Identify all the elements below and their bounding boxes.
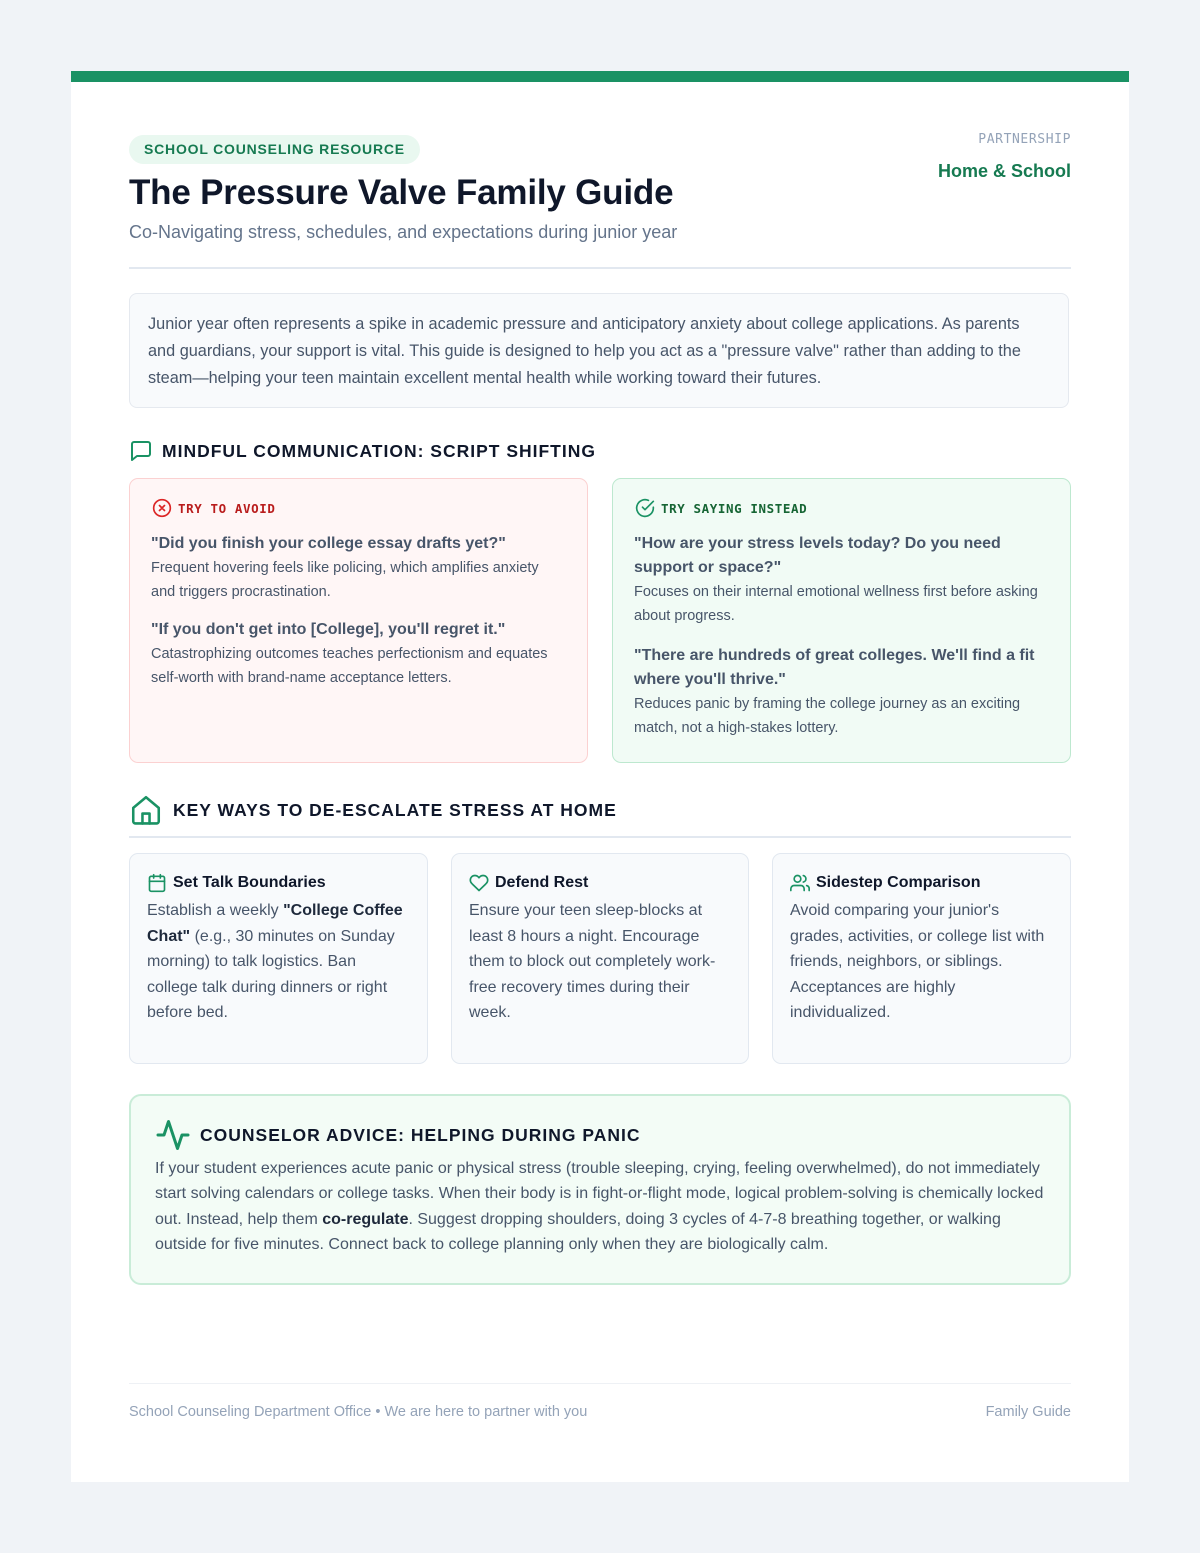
instead-item	[634, 644, 1044, 740]
instead-quote: "How are your stress levels today? Do you need support or space?"	[634, 535, 1001, 576]
tip-title: Defend Rest	[495, 874, 589, 891]
instead-label-text: TRY SAYING INSTEAD	[661, 500, 808, 516]
avoid-quote: "Did you finish your college essay drafts yet?"	[151, 535, 506, 552]
instead-description: Reduces panic by framing the college journey as an exciting match, not a high-stakes lottery.	[634, 696, 1021, 736]
instead-quote: "There are hundreds of great colleges. We'll find a fit where you'll thrive."	[634, 647, 1035, 688]
tip-card	[772, 853, 1071, 1064]
page-title: The Pressure Valve Family Guide	[129, 173, 674, 212]
tip-card	[129, 853, 428, 1064]
activity-pulse-icon	[155, 1117, 191, 1153]
avoid-quote: "If you don't get into [College], you'll regret it."	[151, 621, 506, 638]
tip-card	[451, 853, 749, 1064]
tip-body: Establish a weekly "College Coffee Chat" (e.g., 30 minutes on Sunday morning) to talk logistics. Ban college talk during dinners or right before bed.	[147, 902, 403, 1021]
instead-label	[635, 498, 807, 518]
deescalate-heading	[129, 793, 617, 827]
avoid-card	[129, 478, 588, 763]
tip-header	[147, 872, 410, 894]
tip-header	[790, 872, 1053, 894]
deescalate-heading-text: KEY WAYS TO DE-ESCALATE STRESS AT HOME	[173, 799, 617, 820]
avoid-label	[152, 498, 276, 518]
avoid-label-text: TRY TO AVOID	[178, 500, 276, 516]
instead-description: Focuses on their internal emotional wellness first before asking about progress.	[634, 584, 1038, 624]
section-divider	[129, 836, 1071, 838]
advice-body: If your student experiences acute panic or physical stress (trouble sleeping, crying, feeling overwhelmed), do not immediately start solving calendars or college tasks. When their body is in fight-or-flight mode, logical problem-solving is chemically locked out. Instead, help them co-regulate. Suggest dropping shoulders, doing 3 cycles of 4-7-8 breathing together, or walking outside for five minutes. Connect back to college planning only when they are biologically calm.	[155, 1160, 1044, 1253]
tip-body: Avoid comparing your junior's grades, activities, or college list with friends, neighbors, or siblings. Acceptances are highly individualized.	[790, 902, 1045, 1021]
chat-bubble-icon	[129, 439, 153, 463]
footer-label: Family Guide	[985, 1404, 1071, 1420]
users-icon	[790, 873, 810, 893]
guide-page	[71, 71, 1129, 1482]
communication-heading-text: MINDFUL COMMUNICATION: SCRIPT SHIFTING	[162, 440, 596, 461]
check-circle-icon	[635, 498, 655, 518]
intro-box: Junior year often represents a spike in academic pressure and anticipatory anxiety about college applications. As parents and guardians, your support is vital. This guide is designed to help you act as a "pressure valve" rather than adding to the steam—helping your teen maintain excellent mental health while working toward their futures.	[129, 293, 1069, 408]
header-divider	[129, 267, 1071, 269]
tip-title: Sidestep Comparison	[816, 874, 981, 891]
advice-emphasis: co-regulate	[322, 1210, 409, 1228]
footer-divider	[129, 1383, 1071, 1384]
avoid-item	[151, 618, 561, 690]
tip-emphasis: "College Coffee Chat"	[147, 902, 403, 945]
tip-header	[469, 872, 731, 894]
advice-header	[155, 1118, 1045, 1152]
avoid-description: Frequent hovering feels like policing, which amplifies anxiety and triggers procrastination.	[151, 560, 539, 600]
communication-heading	[129, 439, 596, 463]
partnership-label: PARTNERSHIP	[978, 132, 1071, 147]
tip-title: Set Talk Boundaries	[173, 874, 326, 891]
partnership-value: Home & School	[937, 161, 1071, 181]
footer-office: School Counseling Department Office • We are here to partner with you	[129, 1404, 588, 1420]
calendar-icon	[147, 873, 167, 893]
instead-item	[634, 532, 1044, 628]
advice-heading: COUNSELOR ADVICE: HELPING DURING PANIC	[200, 1124, 641, 1145]
avoid-item	[151, 532, 561, 604]
x-circle-icon	[152, 498, 172, 518]
home-icon	[129, 793, 163, 827]
tip-body: Ensure your teen sleep-blocks at least 8 hours a night. Encourage them to block out completely work-free recovery times during their week.	[469, 902, 716, 1021]
page-subtitle: Co-Navigating stress, schedules, and expectations during junior year	[129, 222, 678, 242]
accent-bar	[71, 71, 1129, 82]
instead-card	[612, 478, 1071, 763]
avoid-description: Catastrophizing outcomes teaches perfectionism and equates self-worth with brand-name acceptance letters.	[151, 646, 548, 686]
resource-badge: SCHOOL COUNSELING RESOURCE	[129, 135, 420, 164]
heart-icon	[469, 873, 489, 893]
counselor-advice-box	[129, 1094, 1071, 1285]
